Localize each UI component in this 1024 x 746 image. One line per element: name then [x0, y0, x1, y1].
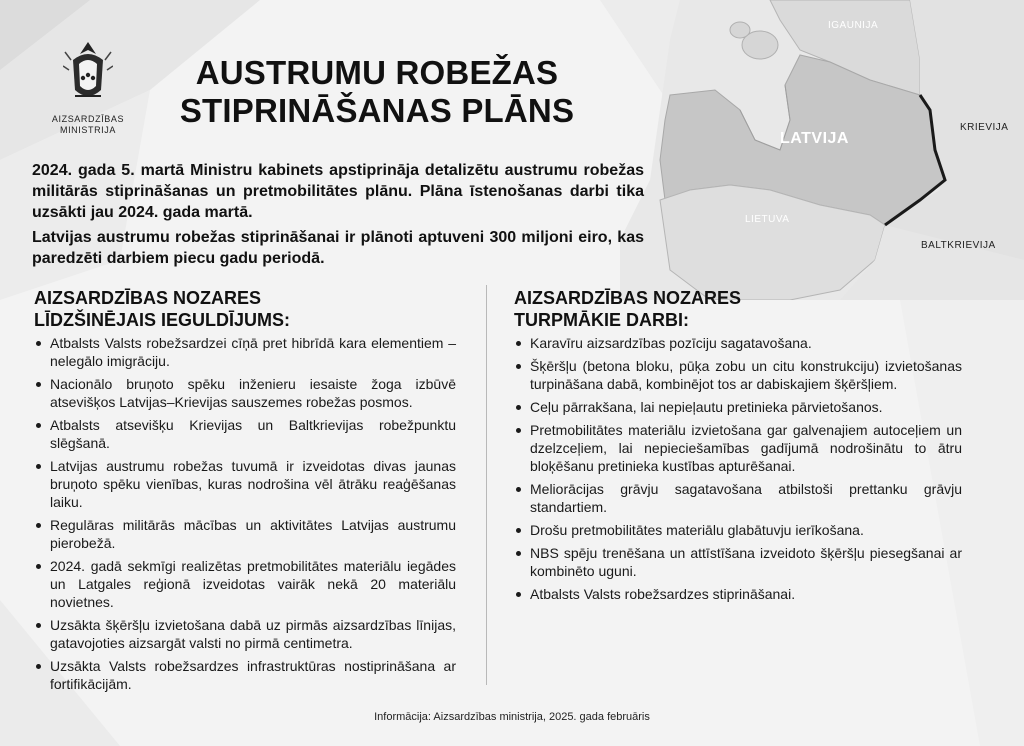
- source-footer: Informācija: Aizsardzības ministrija, 2025. gada februāris: [374, 711, 650, 723]
- list-item: Nacionālo bruņoto spēku inženieru iesaiste žoga izbūvē atsevišķos Latvijas–Krievijas sauszemes robežas posmos.: [34, 375, 456, 411]
- list-item: Ceļu pārrakšana, lai nepieļautu pretinieka pārvietošanos.: [514, 398, 962, 416]
- list-item: Uzsākta Valsts robežsardzes infrastruktūras nostiprināšana ar fortifikācijām.: [34, 657, 456, 693]
- column-divider: [486, 285, 487, 685]
- list-item: Atbalsts Valsts robežsardzei cīņā pret hibrīdā kara elementiem – nelegālo imigrāciju.: [34, 334, 456, 370]
- ministry-logo: [44, 40, 132, 136]
- left-heading-line1: AIZSARDZĪBAS NOZARES: [34, 288, 262, 308]
- intro-text: [32, 160, 644, 273]
- left-column-heading: [34, 287, 290, 331]
- intro-paragraph-1: 2024. gada 5. martā Ministru kabinets apstiprināja detalizētu austrumu robežas militārās stiprināšanas un pretmobilitātes plānu. Plāna īstenošanas darbi tika uzsākti jau 2024. gada martā.: [32, 162, 644, 221]
- list-item: 2024. gadā sekmīgi realizētas pretmobilitātes materiālu iegādes un Latgales reģionā izveidotas vairāk nekā 20 materiālu novietnes.: [34, 557, 456, 611]
- title-line2: STIPRINĀŠANAS PLĀNS: [179, 92, 575, 129]
- left-heading-line2: LĪDZŠINĒJAIS IEGULDĪJUMS:: [34, 310, 291, 330]
- right-heading-line2: TURPMĀKIE DARBI:: [514, 310, 689, 330]
- list-item: Pretmobilitātes materiālu izvietošana gar galvenajiem autoceļiem un dzelzceļiem, lai nepieciešamības gadījumā nodrošinātu to ātru bloķēšanu pretinieka kustības apturēšanai.: [514, 421, 962, 475]
- list-item: Drošu pretmobilitātes materiālu glabātuvju ierīkošana.: [514, 521, 962, 539]
- right-column-heading: [514, 287, 741, 331]
- right-column-list: [514, 334, 962, 608]
- map-label-krievija: KRIEVIJA: [960, 122, 1009, 133]
- list-item: Atbalsts Valsts robežsardzes stiprināšanai.: [514, 585, 962, 603]
- list-item: Karavīru aizsardzības pozīciju sagatavošana.: [514, 334, 962, 352]
- logo-text-line1: AIZSARDZĪBAS: [51, 114, 125, 124]
- list-item: Regulāras militārās mācības un aktivitātes Latvijas austrumu pierobežā.: [34, 516, 456, 552]
- title-line1: AUSTRUMU ROBEŽAS: [195, 54, 559, 91]
- list-item: Latvijas austrumu robežas tuvumā ir izveidotas divas jaunas bruņoto spēku vienības, kuras nodrošina vēl ātrāku reaģēšanas laiku.: [34, 457, 456, 511]
- intro-paragraph-2: Latvijas austrumu robežas stiprināšanai ir plānoti aptuveni 300 miljoni eiro, kas paredzēti darbiem piecu gadu periodā.: [32, 229, 644, 267]
- left-column-list: [34, 334, 456, 698]
- list-item: Šķēršļu (betona bloku, pūķa zobu un citu konstrukciju) izvietošanas turpināšana dabā, kombinējot tos ar dabiskajiem šķēršļiem.: [514, 357, 962, 393]
- list-item: NBS spēju trenēšana un attīstīšana izveidoto šķēršļu piesegšanai ar kombinēto uguni.: [514, 544, 962, 580]
- map-label-igaunija: IGAUNIJA: [828, 20, 879, 31]
- right-heading-line1: AIZSARDZĪBAS NOZARES: [514, 288, 742, 308]
- page-title: [152, 54, 602, 130]
- map-label-lietuva: LIETUVA: [745, 214, 790, 225]
- list-item: Meliorācijas grāvju sagatavošana atbilstoši prettanku grāvju standartiem.: [514, 480, 962, 516]
- list-item: Atbalsts atsevišķu Krievijas un Baltkrievijas robežpunktu slēgšanā.: [34, 416, 456, 452]
- ministry-emblem-icon: [63, 40, 113, 110]
- logo-text-line2: MINISTRIJA: [59, 125, 116, 135]
- map-label-latvija: LATVIJA: [780, 130, 849, 147]
- map-label-baltkrievija: BALTKRIEVIJA: [921, 240, 996, 251]
- list-item: Uzsākta šķēršļu izvietošana dabā uz pirmās aizsardzības līnijas, gatavojoties aizsargāt valsti no pirmā centimetra.: [34, 616, 456, 652]
